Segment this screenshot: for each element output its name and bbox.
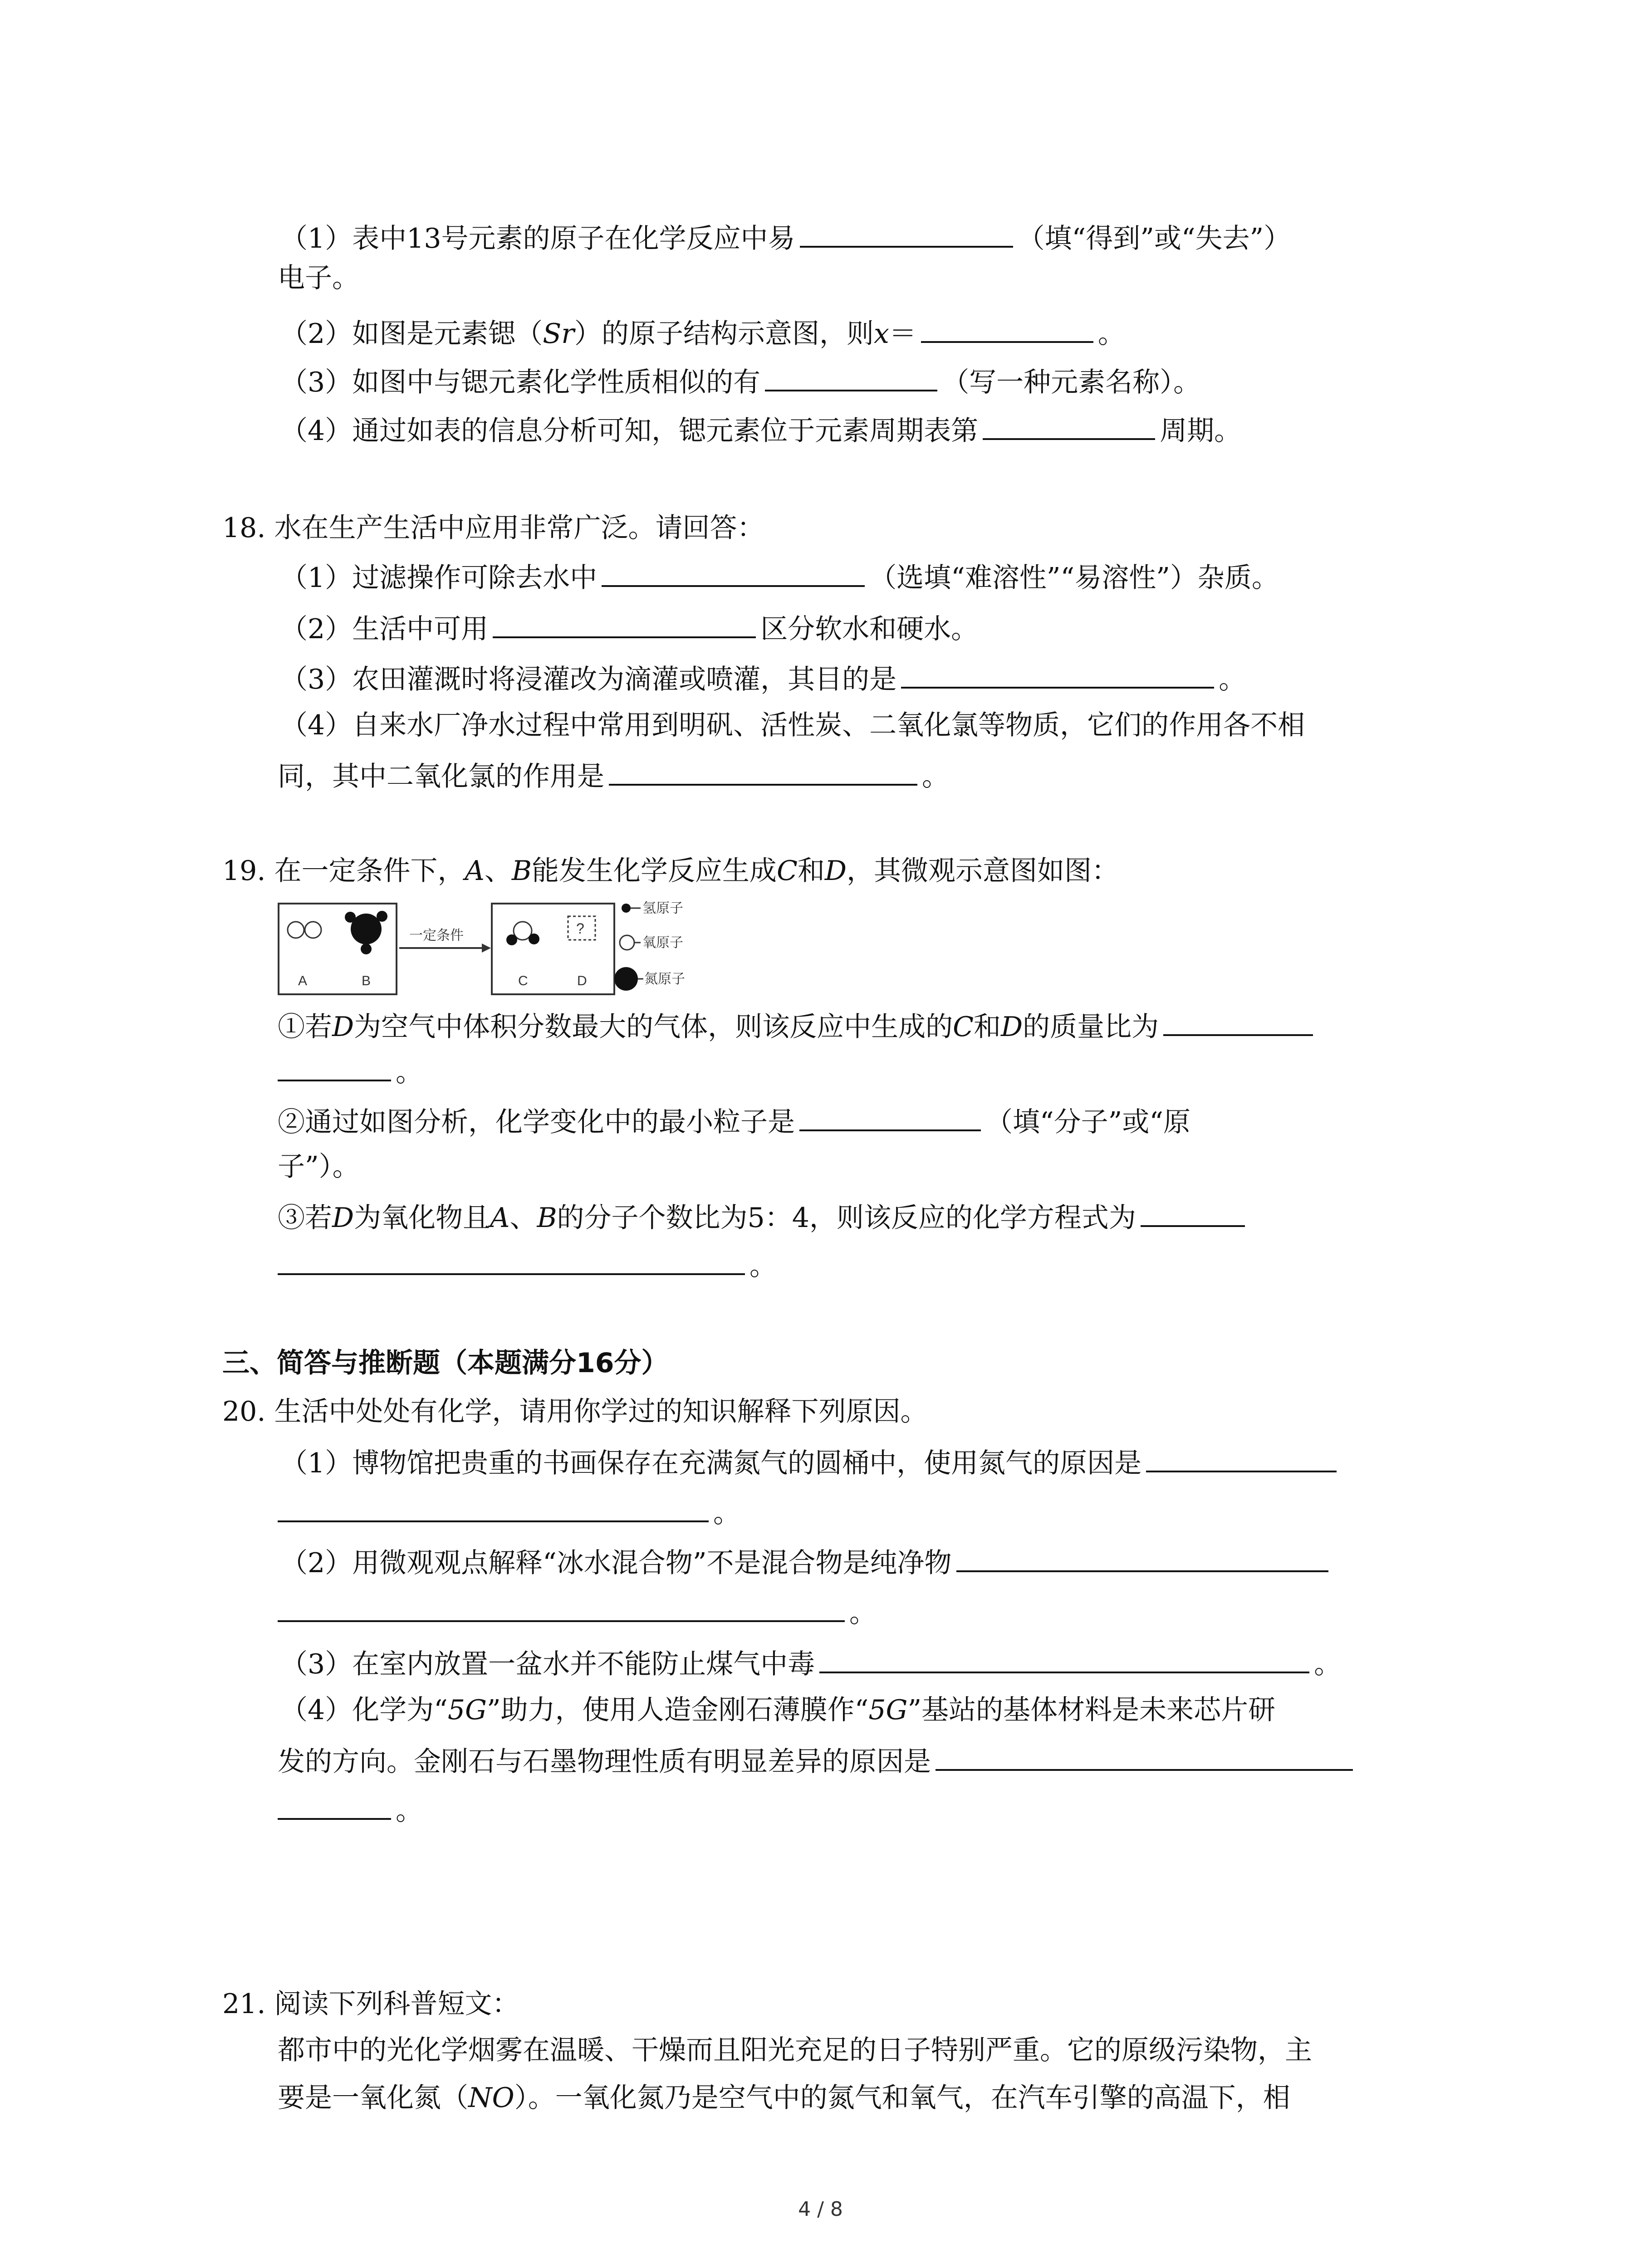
q20-stem-text: 20. 生活中处处有化学，请用你学过的知识解释下列原因。 [222,1396,928,1427]
letter-a: A [490,1202,510,1234]
page-number: 4 / 8 [798,2198,843,2221]
q20-part1-text: （1）博物馆把贵重的书画保存在充满氮气的圆桶中，使用氮气的原因是 [280,1447,1142,1479]
q19-sub3-line [278,1197,1249,1233]
hydrogen-atom [377,911,387,922]
q20-part1-line2 [278,1492,740,1529]
period: 。 [396,1795,423,1827]
q19-sub2-text: ②通过如图分析，化学变化中的最小粒子是 [278,1106,795,1138]
answer-blank[interactable] [819,1643,1309,1673]
q17-part1-cont: 电子。 [278,262,359,294]
answer-blank[interactable] [1146,1442,1337,1472]
q20-part1-line [280,1442,1341,1479]
answer-blank[interactable] [278,1245,745,1275]
q18-part4-text: （4）自来水厂净水过程中常用到明矾、活性炭、二氧化氯等物质，它们的作用各不相 [280,709,1305,741]
q20-part2-text: （2）用微观观点解释“冰水混合物”不是混合物是纯净物 [280,1547,952,1579]
q19-sub3-line2 [278,1245,777,1281]
q19-sub1-text-c: 的质量比为 [1023,1011,1159,1043]
q17-part4-end: 周期。 [1160,415,1242,447]
q19-sub3-text-c: 的分子个数比为5：4，则该反应的化学方程式为 [557,1202,1136,1234]
q19-stem-text-c: ，其微观示意图如图： [846,855,1119,887]
answer-blank[interactable] [493,608,756,638]
arrow-label: 一定条件 [409,928,464,943]
legend-hydrogen-icon [622,904,631,913]
oxygen-atom [288,922,304,938]
q17-part1-line2 [278,260,359,296]
period: 。 [1097,318,1125,350]
term-5g: 5G [868,1694,908,1726]
q18-part2-end: 区分软水和硬水。 [760,613,979,645]
q21-stem [222,1986,519,2022]
q19-sub1-text-b: 为空气中体积分数最大的气体，则该反应中生成的 [354,1011,953,1043]
q21-passage-text-c: ）。一氧化氮乃是空气中的氮气和氧气，在汽车引擎的高温下，相 [514,2082,1290,2114]
q18-part4-line2 [278,756,949,792]
q21-text-line2 [278,2080,1290,2116]
answer-blank[interactable] [799,1101,981,1131]
answer-blank[interactable] [800,218,1013,248]
answer-blank[interactable] [921,313,1093,343]
q18-stem [222,510,764,546]
oxygen-atom [305,922,321,938]
q20-part4-line [280,1692,1275,1728]
period: 。 [849,1597,877,1629]
q20-part4-line3 [278,1790,423,1826]
answer-blank[interactable] [901,659,1214,689]
period: 。 [1219,664,1246,695]
conjunction: 和 [797,855,825,887]
q21-passage-text: 都市中的光化学烟雾在温暖、干燥而且阳光充足的日子特别严重。它的原级污染物，主 [278,2034,1312,2066]
section-heading [222,1345,669,1381]
q19-sub2-hint: （填“分子”或“原 [985,1106,1191,1138]
letter-b: B [537,1202,557,1234]
period: 。 [749,1250,777,1282]
q17-part3-text: （3）如图中与锶元素化学性质相似的有 [280,367,761,398]
answer-blank[interactable] [1163,1006,1313,1036]
q17-part4-line [280,410,1241,446]
q21-passage-text-b: 要是一氧化氮（ [278,2082,468,2114]
answer-blank[interactable] [278,1492,709,1522]
answer-blank[interactable] [278,1592,845,1622]
legend-oxygen-icon [620,935,634,950]
label-a: A [298,973,308,988]
answer-blank[interactable] [956,1542,1328,1572]
q20-stem [222,1393,928,1430]
answer-blank[interactable] [936,1741,1353,1771]
q18-stem-text: 18. 水在生产生活中应用非常广泛。请回答： [222,512,764,544]
q20-part4-text-c: ”基站的基体材料是未来芯片研 [907,1694,1276,1726]
q20-part4-text: （4）化学为“ [280,1694,448,1726]
letter-c: C [776,855,798,887]
q19-sub3-text: ③若 [278,1202,332,1234]
answer-blank[interactable] [983,410,1155,440]
q17-part2-line [280,313,1125,349]
q18-part3-line [280,659,1246,695]
q19-sub2-line [278,1101,1190,1138]
q17-part1-text: （1）表中13号元素的原子在化学反应中易 [280,223,795,254]
q19-sub2-hint-end: 子”）。 [278,1151,360,1183]
q18-part4-text-b: 同，其中二氧化氯的作用是 [278,761,604,792]
label-b: B [362,973,371,988]
label-d: D [577,973,587,988]
q19-sub1-text: ①若 [278,1011,332,1043]
unknown-mark: ? [576,920,584,937]
hydrogen-atom [529,934,539,944]
q19-sub3-text-b: 为氧化物且 [354,1202,490,1234]
letter-d: D [332,1011,354,1043]
q19-sub2-line2 [278,1149,360,1185]
q20-part4-line2 [278,1741,1357,1777]
reaction-diagram [278,898,740,1007]
letter-a: A [465,855,485,887]
q19-stem-text-b: 能发生化学反应生成 [531,855,777,887]
q18-part2-line [280,608,978,645]
letter-d: D [824,855,847,887]
formula-no: NO [468,2082,514,2114]
period: 。 [1314,1648,1342,1680]
arrow-head [482,943,491,953]
q17-part4-text: （4）通过如表的信息分析可知，锶元素位于元素周期表第 [280,415,979,447]
q17-part1-hint: （填“得到”或“失去”） [1017,223,1291,254]
q18-part1-line [280,557,1279,593]
letter-c: C [953,1011,974,1043]
period: 。 [396,1056,423,1088]
q19-stem [222,853,1119,889]
q17-part2-text: （2）如图是元素锶（ [280,318,543,350]
period: 。 [713,1497,740,1529]
letter-d: D [1001,1011,1023,1043]
q18-part3-text: （3）农田灌溉时将浸灌改为滴灌或喷灌，其目的是 [280,664,897,695]
q17-part3-line [280,362,1200,398]
hydrogen-atom [345,912,356,923]
separator: 、 [509,1202,537,1234]
q17-part1-line [280,218,1291,254]
equals-sign: ＝ [889,318,916,350]
q18-part1-text: （1）过滤操作可除去水中 [280,562,598,594]
label-c: C [518,973,528,988]
product-box [492,904,614,994]
q19-stem-text: 19. 在一定条件下， [222,855,465,887]
q20-part3-text: （3）在室内放置一盆水并不能防止煤气中毒 [280,1648,815,1680]
legend-nitrogen: 氮原子 [644,971,685,987]
letter-b: B [511,855,532,887]
variable-x: x [873,318,889,350]
separator: 、 [484,855,512,887]
q21-text-line1 [278,2032,1312,2068]
hydrogen-atom [506,934,517,945]
q20-part4-text-d: 发的方向。金刚石与石墨物理性质有明显差异的原因是 [278,1746,931,1778]
term-5g: 5G [447,1694,487,1726]
q17-part3-hint: （写一种元素名称）。 [942,367,1201,398]
legend-oxygen: 氧原子 [642,935,683,951]
q20-part4-text-b: ”助力，使用人造金刚石薄膜作“ [486,1694,869,1726]
conjunction: 和 [974,1011,1001,1043]
answer-blank[interactable] [609,756,917,786]
answer-blank[interactable] [602,557,865,587]
letter-d: D [332,1202,354,1234]
answer-blank[interactable] [1141,1197,1245,1227]
answer-blank[interactable] [278,1790,391,1820]
symbol-sr: Sr [543,318,574,350]
period: 。 [922,761,949,792]
legend-hydrogen: 氢原子 [642,900,683,916]
q18-part2-text: （2）生活中可用 [280,613,489,645]
q20-part3-line [280,1643,1341,1680]
q19-sub1-line [278,1006,1318,1042]
q19-sub1-line2 [278,1051,423,1088]
answer-blank[interactable] [765,362,937,391]
q20-part2-line [280,1542,1333,1579]
q20-part2-line2 [278,1592,877,1628]
q21-stem-text: 21. 阅读下列科普短文： [222,1988,519,2020]
section-title: 三、简答与推断题（本题满分16分） [222,1347,669,1379]
answer-blank[interactable] [278,1051,391,1081]
q18-part1-hint: （选填“难溶性”“易溶性”）杂质。 [869,562,1279,594]
q18-part4-line [280,707,1305,743]
hydrogen-atom [361,943,372,954]
q17-part2-text-b: ）的原子结构示意图，则 [574,318,874,350]
legend-nitrogen-icon [614,967,638,991]
